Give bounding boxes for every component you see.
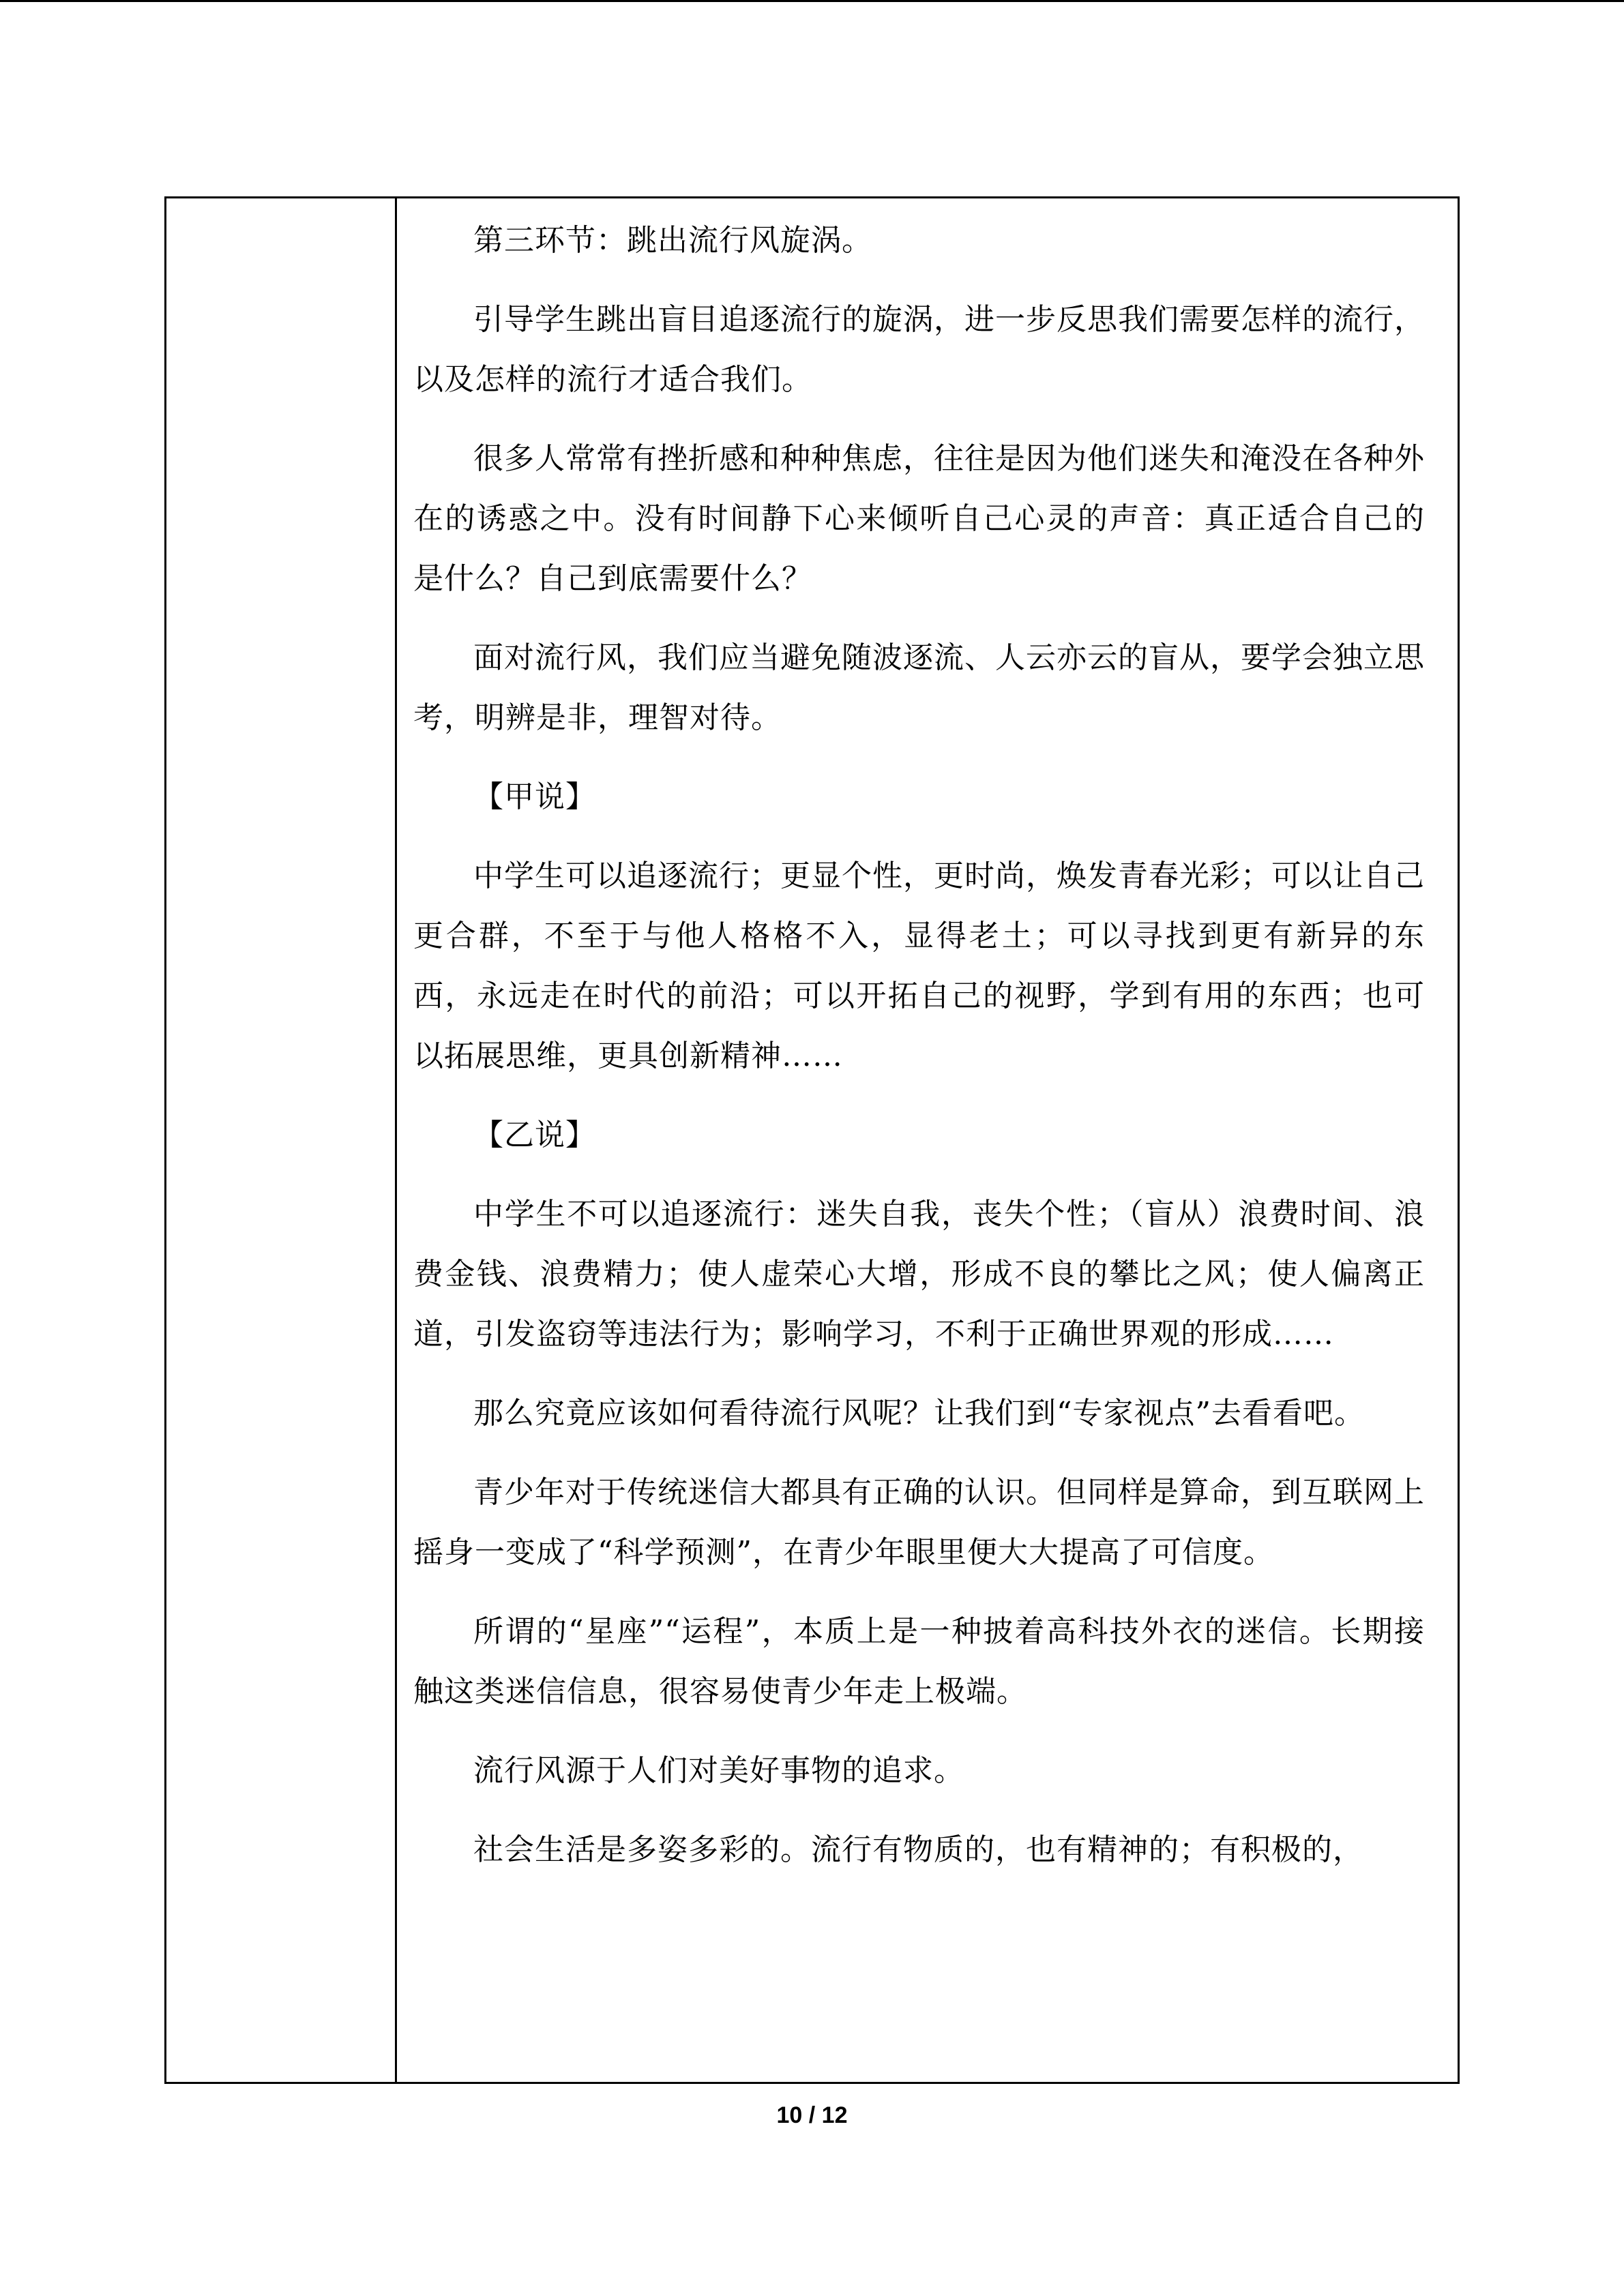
paragraph-social-life: 社会生活是多姿多彩的。流行有物质的，也有精神的；有积极的， — [473, 1832, 1363, 1867]
page-top-border — [0, 0, 1624, 2]
paragraph-independent-thinking: 面对流行风，我们应当避免随波逐流、人云亦云的盲从，要学会独立思考，明辨是非，理智对待。 — [413, 640, 1425, 735]
paragraph-frustration: 很多人常常有挫折感和种种焦虑，往往是因为他们迷失和淹没在各种外在的诱惑之中。没有时间静下心来倾听自己心灵的声音：真正适合自己的是什么？自己到底需要什么？ — [413, 441, 1425, 596]
paragraph-horoscope: 所谓的“星座”“运程”，本质上是一种披着高科技外衣的迷信。长期接触这类迷信信息，很容易使青少年走上极端。 — [413, 1614, 1425, 1709]
lesson-table — [164, 196, 1460, 2084]
table-left-column — [166, 198, 397, 2082]
paragraph-pursuit: 流行风源于人们对美好事物的追求。 — [473, 1753, 964, 1788]
page-number: 10 / 12 — [776, 2102, 848, 2128]
paragraph-expert-viewpoint: 那么究竟应该如何看待流行风呢？让我们到“专家视点”去看看吧。 — [473, 1396, 1365, 1431]
label-yi-view: 【乙说】 — [473, 1118, 596, 1152]
table-content-cell — [397, 198, 1458, 2082]
section-heading: 第三环节：跳出流行风旋涡。 — [473, 223, 872, 258]
paragraph-yi-view: 中学生不可以追逐流行：迷失自我，丧失个性；（盲从）浪费时间、浪费金钱、浪费精力；使人虚荣心大增，形成不良的攀比之风；使人偏离正道，引发盗窃等违法行为；影响学习，不利于正确世界观的形成…… — [413, 1197, 1425, 1352]
paragraph-jia-view: 中学生可以追逐流行；更显个性，更时尚，焕发青春光彩；可以让自己更合群，不至于与他人格格不入，显得老土；可以寻找到更有新异的东西，永远走在时代的前沿；可以开拓自己的视野，学到有用的东西；也可以拓展思维，更具创新精神…… — [413, 859, 1425, 1073]
paragraph-guidance: 引导学生跳出盲目追逐流行的旋涡，进一步反思我们需要怎样的流行，以及怎样的流行才适合我们。 — [413, 302, 1425, 397]
paragraph-superstition: 青少年对于传统迷信大都具有正确的认识。但同样是算命，到互联网上摇身一变成了“科学预测”，在青少年眼里便大大提高了可信度。 — [413, 1475, 1425, 1570]
label-jia-view: 【甲说】 — [473, 779, 596, 814]
